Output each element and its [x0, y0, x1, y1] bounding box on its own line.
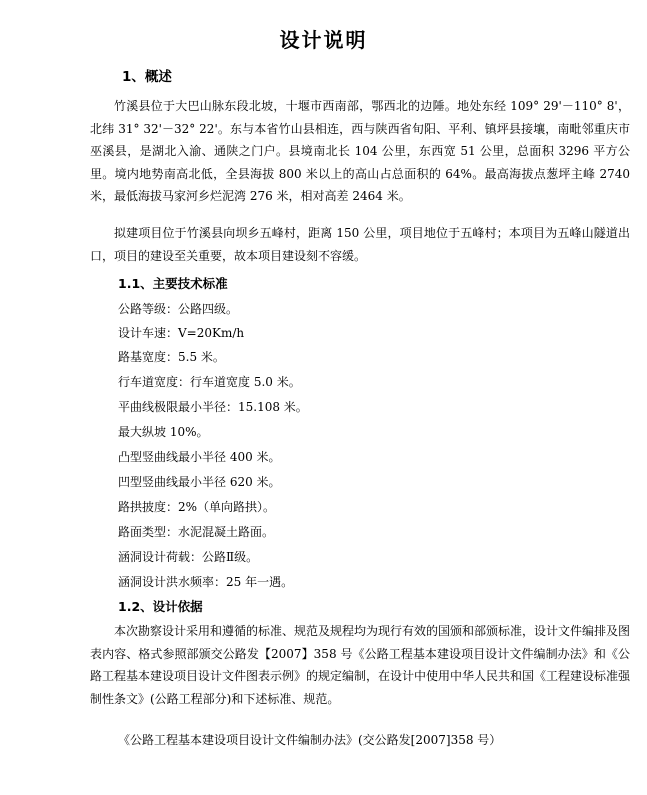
overview-paragraph-2: 拟建项目位于竹溪县向坝乡五峰村，距离 150 公里，项目地位于五峰村；本项目为五峰山隧道出口，项目的建设至关重要，故本项目建设刻不容缓。 [90, 226, 630, 263]
overview-paragraph-1: 竹溪县位于大巴山脉东段北坡，十堰市西南部，鄂西北的边陲。地处东经 109° 29'－110° 8'，北纬 31° 32'－32° 22'。东与本省竹山县相连，西与陕西省旬阳、平利、镇坪县接壤，南毗邻重庆市巫溪县，是湖北入渝、通陕之门户。县境南北长 104 公里，东西宽 51 公里，总面积 3296 平方公里。境内地势南高北低，全县海拔 800 米以上的高山占总面积的 64%。最高海拔点葱坪主峰 2740 米，最低海拔马家河乡烂泥湾 276 米，相对高差 2464 米。 [90, 99, 630, 204]
standard-item: 设计车速：V=20Km/h [118, 326, 245, 340]
design-basis-paragraph: 本次勘察设计采用和遵循的标准、规范及规程均为现行有效的国颁和部颁标准，设计文件编排及图表内容、格式参照部颁交公路发【2007】358 号《公路工程基本建设项目设计文件编制办法》和《公路工程基本建设项目设计文件图表示例》的规定编制，在设计中使用中华人民共和国《工程建设标准强制性条文》(公路工程部分)和下述标准、规范。 [90, 624, 631, 706]
standard-item: 最大纵坡 10%。 [118, 425, 209, 439]
section-heading-technical-standards: 1.1、主要技术标准 [118, 276, 228, 291]
standard-item: 路拱披度：2%（单向路拱）。 [118, 500, 276, 514]
standard-item: 路基宽度：5.5 米。 [118, 350, 225, 364]
reference-document: 《公路工程基本建设项目设计文件编制办法》(交公路发[2007]358 号） [118, 733, 502, 747]
standard-item: 公路等级：公路四级。 [118, 302, 239, 316]
section-heading-design-basis: 1.2、设计依据 [118, 599, 203, 614]
section-heading-overview: 1、概述 [122, 69, 172, 85]
standard-item: 行车道宽度：行车道宽度 5.0 米。 [118, 375, 301, 389]
standard-item: 涵洞设计洪水频率：25 年一遇。 [118, 575, 294, 589]
page-title: 设计说明 [279, 28, 368, 52]
standard-item: 路面类型：水泥混凝土路面。 [118, 525, 275, 539]
standard-item: 涵洞设计荷载：公路Ⅱ级。 [118, 550, 259, 564]
standard-item: 平曲线极限最小半径：15.108 米。 [118, 400, 308, 414]
standard-item: 凹型竖曲线最小半径 620 米。 [118, 475, 281, 489]
standard-item: 凸型竖曲线最小半径 400 米。 [118, 450, 281, 464]
